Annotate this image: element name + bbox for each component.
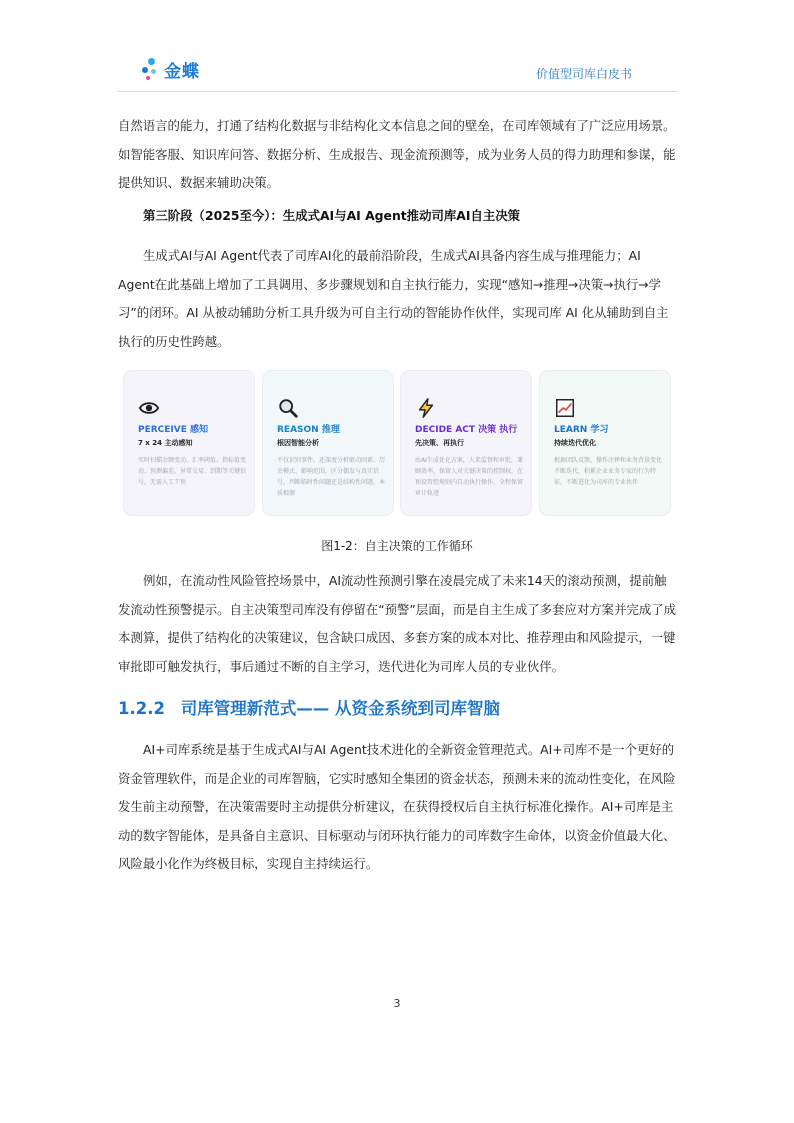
section-heading	[118, 695, 500, 719]
card-subtitle: 7 x 24 主动感知	[138, 439, 193, 447]
paragraph-1: 自然语言的能力，打通了结构化数据与非结构化文本信息之间的壁垒，在司库领域有了广泛应用场景。如智能客服、知识库问答、数据分析、生成报告、现金流预测等，成为业务人员的得力助理和参谋，能提供知识、数据来辅助决策。	[118, 118, 676, 190]
eye-icon	[138, 397, 160, 419]
paragraph-4: AI+司库系统是基于生成式AI与AI Agent技术进化的全新资金管理范式。AI+司库不是一个更好的资金管理软件，而是企业的司库智脑，它实时感知全集团的资金状态，预测未来的流动性变化，在风险发生前主动预警，在决策需要时主动提供分析建议，在获得授权后自主执行标准化操作。AI+司库是主动的数字智能体，是具备自主意识、目标驱动与闭环执行能力的司库数字生命体，以资金价值最大化、风险最小化作为终极目标，实现自主持续运行。	[118, 742, 676, 871]
lightning-icon	[415, 397, 437, 419]
card-learn	[539, 370, 671, 516]
card-title: PERCEIVE 感知	[138, 425, 209, 435]
logo-text: 金蝶	[164, 61, 200, 82]
card-description: 实时扫描余额变动、汇率阈值、指标值变动、预测偏差、异常交易、到期等关键信号，无需人工干预	[138, 457, 247, 486]
card-reason	[262, 370, 394, 516]
page-header	[118, 52, 678, 92]
page-number: 3	[393, 997, 401, 1010]
card-title: REASON 推理	[277, 425, 340, 435]
document-title: 价值型司库白皮书	[535, 67, 632, 81]
card-decide-act	[400, 370, 532, 516]
section-number: 1.2.2	[118, 699, 165, 718]
autonomous-decision-cycle-figure	[123, 370, 672, 516]
paragraph-3: 例如，在流动性风险管控场景中，AI流动性预测引擎在凌晨完成了未来14天的滚动预测，提前触发流动性预警提示。自主决策型司库没有停留在“预警”层面，而是自主生成了多套应对方案并完成了成本测算，提供了结构化的决策建议，包含缺口成因、多套方案的成本对比、推荐理由和风险提示，一键审批即可触发执行，事后通过不断的自主学习，迭代进化为司库人员的专业伙伴。	[118, 573, 677, 674]
card-subtitle: 先决策、再执行	[415, 439, 464, 447]
card-description: 根据团队反馈、操作注释和业务背景变化不断迭代，积累企业业务专家的行为特征，不断进化为司库的专业伙伴	[554, 457, 663, 486]
card-subtitle: 根因智能分析	[277, 439, 319, 447]
card-description: 由AI生成优化方案，人来监督和审批，兼顾效率，保留人对关键决策的控制权，在预设管控规则内自动执行操作，全程保留审计轨迹	[415, 457, 524, 497]
figure-caption: 图1-2：自主决策的工作循环	[321, 539, 473, 553]
stage-3-title: 第三阶段（2025至今）：生成式AI与AI Agent推动司库AI自主决策	[143, 208, 521, 223]
card-description: 不仅识别事件，还深度分析驱动因素、历史模式、影响范围，区分偶发与真实信号，判断临时性问题还是结构性问题，本质根源	[277, 457, 386, 497]
card-title: DECIDE ACT 决策 执行	[415, 425, 518, 435]
chart-trend-icon	[554, 397, 576, 419]
magnifier-icon	[277, 397, 299, 419]
paragraph-2: 生成式AI与AI Agent代表了司库AI化的最前沿阶段，生成式AI具备内容生成与推理能力；AI Agent在此基础上增加了工具调用、多步骤规划和自主执行能力，实现“感知→推理→决策→执行→学习”的闭环。AI 从被动辅助分析工具升级为可自主行动的智能协作伙伴，实现司库 AI 化从辅助到自主执行的历史性跨越。	[118, 248, 669, 349]
kingdee-logo	[140, 56, 200, 82]
card-perceive	[123, 370, 255, 516]
card-title: LEARN 学习	[554, 425, 609, 435]
section-title: 司库管理新范式—— 从资金系统到司库智脑	[180, 699, 500, 718]
card-subtitle: 持续迭代优化	[554, 439, 596, 447]
logo-dots-icon	[140, 56, 162, 82]
